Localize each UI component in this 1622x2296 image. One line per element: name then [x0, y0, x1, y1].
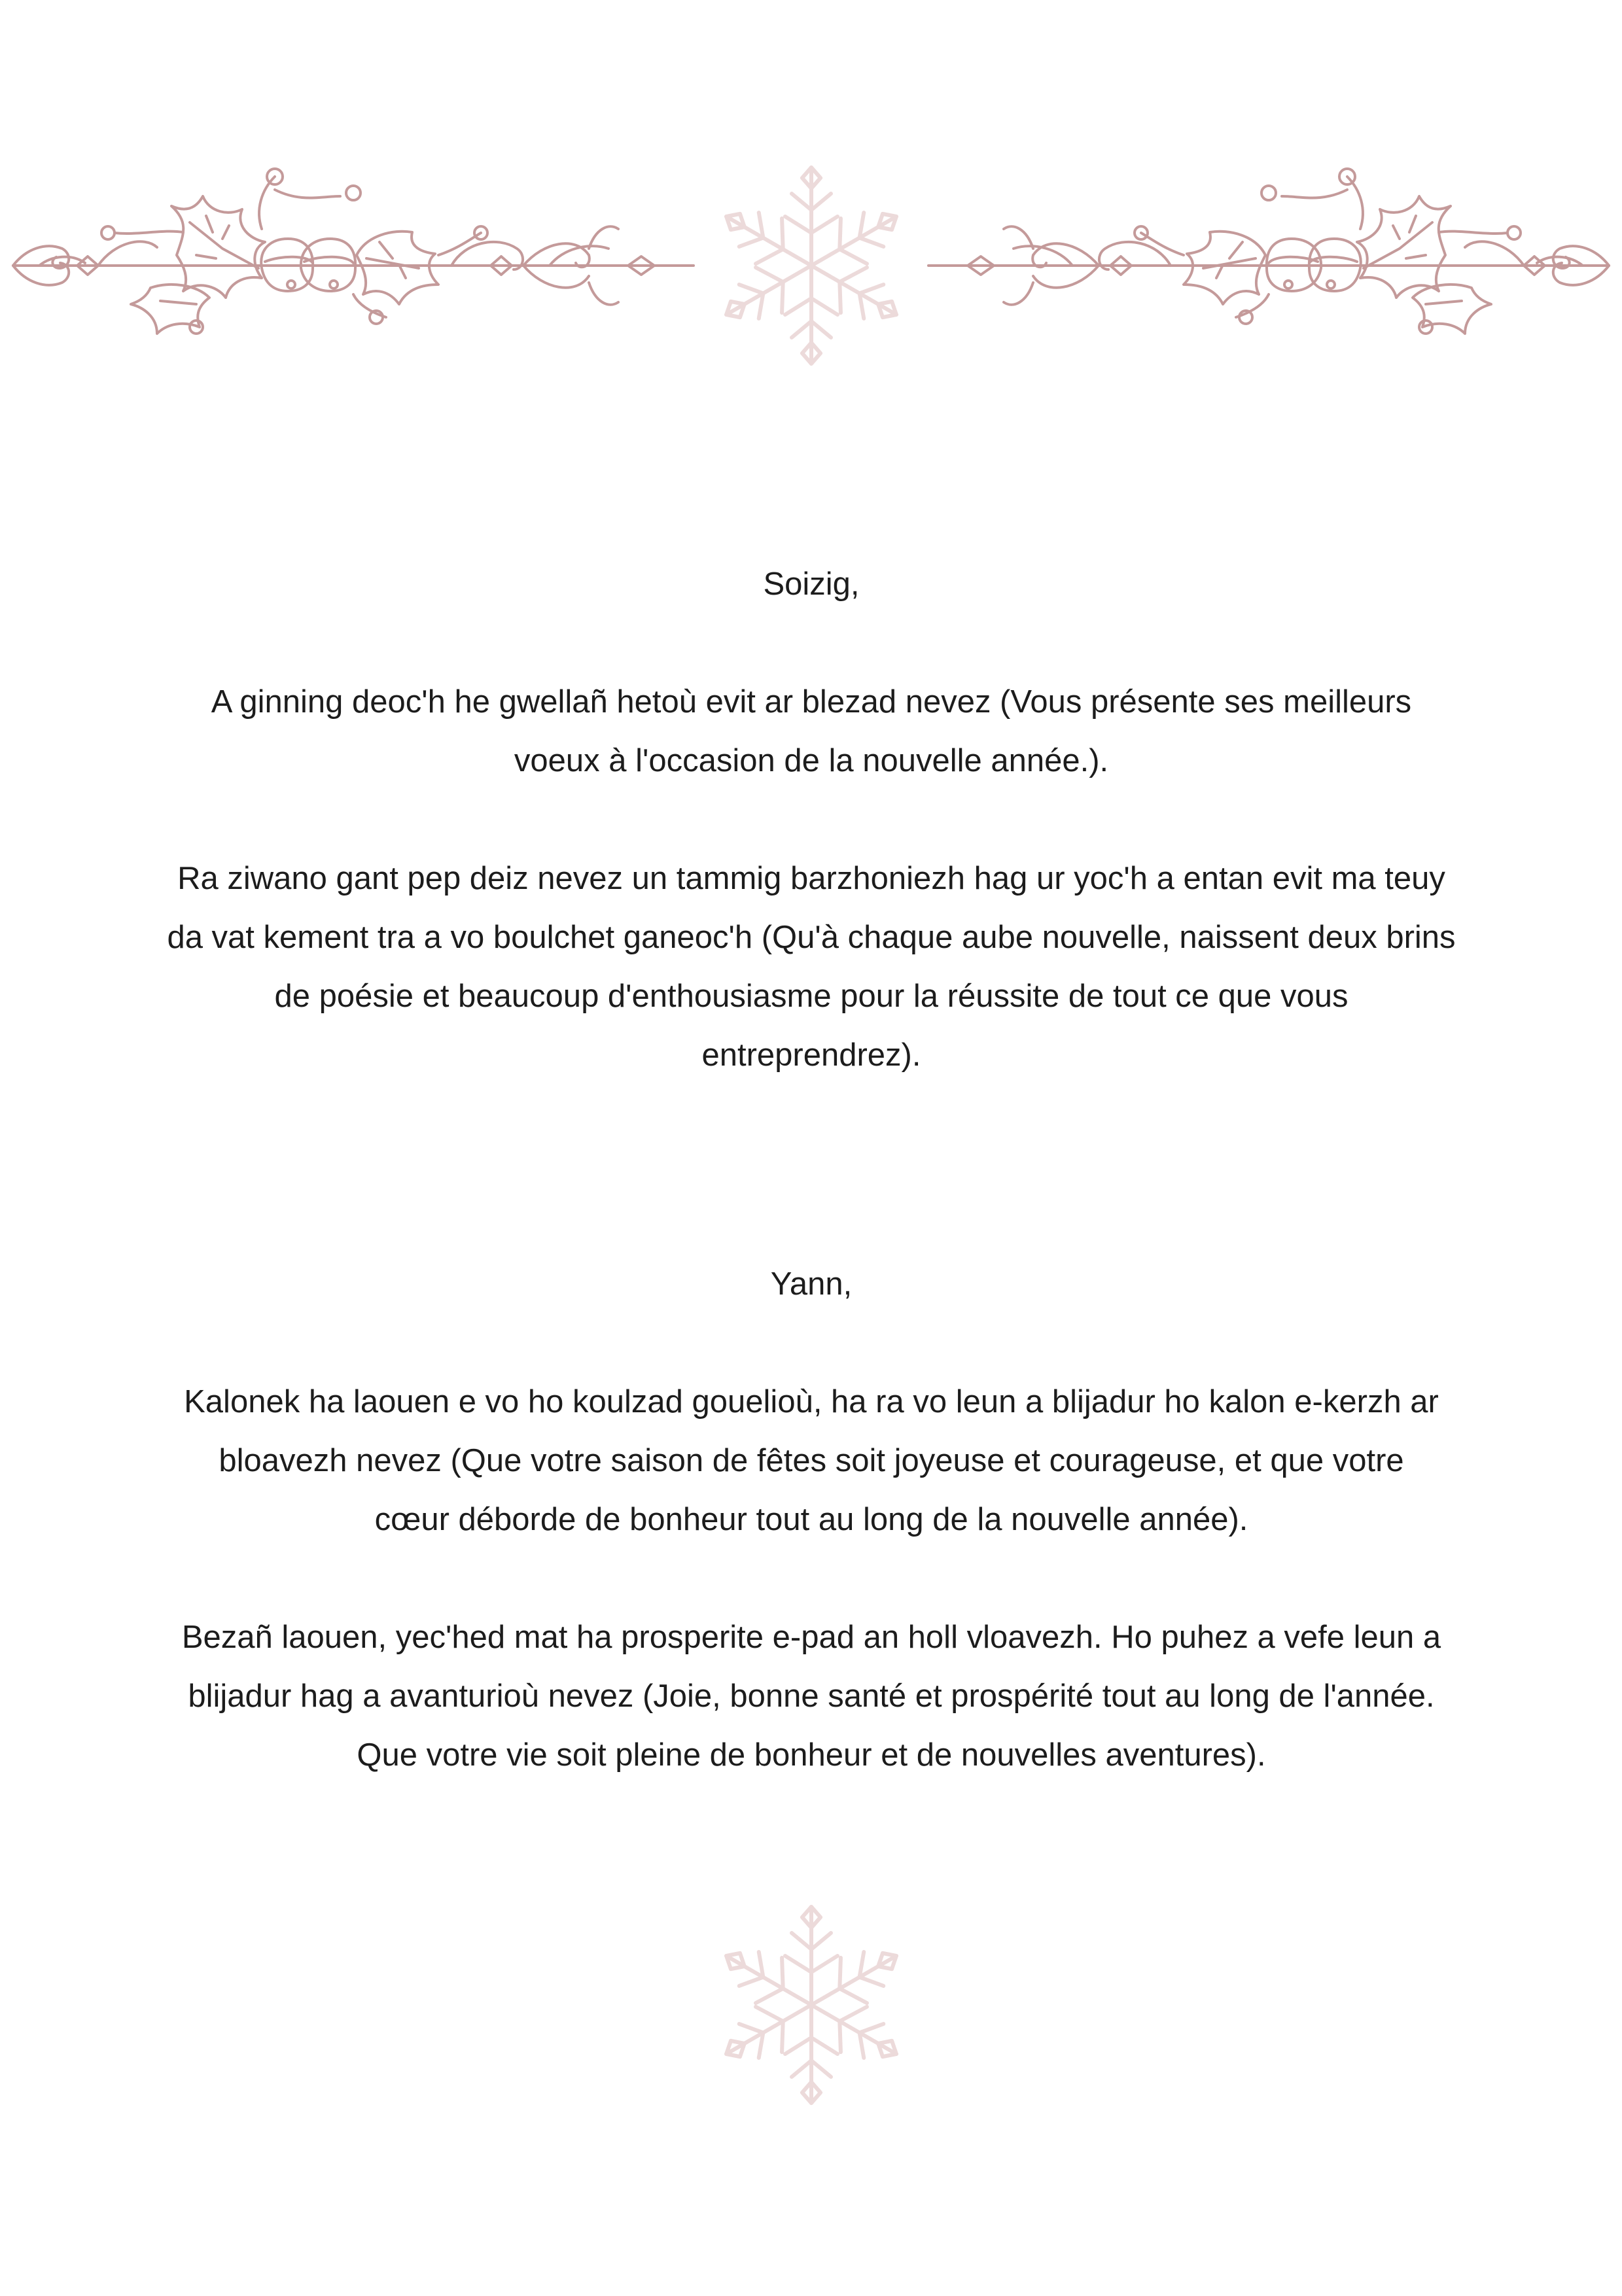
greeting-paragraph: Bezañ laouen, yec'hed mat ha prosperite e-pad an holl vloavezh. Ho puhez a vefe leun a blijadur hag a avanturioù nevez (Joie, bonne santé et prospérité tout au long de l'année. Que votre vie soit pleine de bonheur et de nouvelles aventures). — [181, 1620, 1441, 1773]
greeting-paragraph: A ginning deoc'h he gwellañ hetoù evit ar blezad nevez (Vous présente ses meilleurs voeux à l'occasion de la nouvelle année.). — [211, 684, 1412, 778]
recipient-salutation-soizig: Soizig, — [763, 566, 860, 602]
greeting-paragraph: Kalonek ha laouen e vo ho koulzad gouelioù, ha ra vo leun a blijadur ho kalon e-kerzh ar bloavezh nevez (Que votre saison de fêtes soit joyeuse et courageuse, et que votre cœur déborde de bonheur tout au long de la nouvelle année). — [184, 1384, 1439, 1537]
greeting-paragraph: Ra ziwano gant pep deiz nevez un tammig barzhoniezh hag ur yoc'h a entan evit ma teuy da vat kement tra a vo boulchet ganeoc'h (Qu'à chaque aube nouvelle, naissent deux brins de poésie et beaucoup d'enthousiasme pour la réussite de tout ce que vous entreprendrez). — [167, 861, 1456, 1073]
snowflake-icon — [707, 1897, 916, 2113]
holly-garland-icon — [0, 150, 1622, 386]
recipient-salutation-yann: Yann, — [770, 1266, 853, 1302]
